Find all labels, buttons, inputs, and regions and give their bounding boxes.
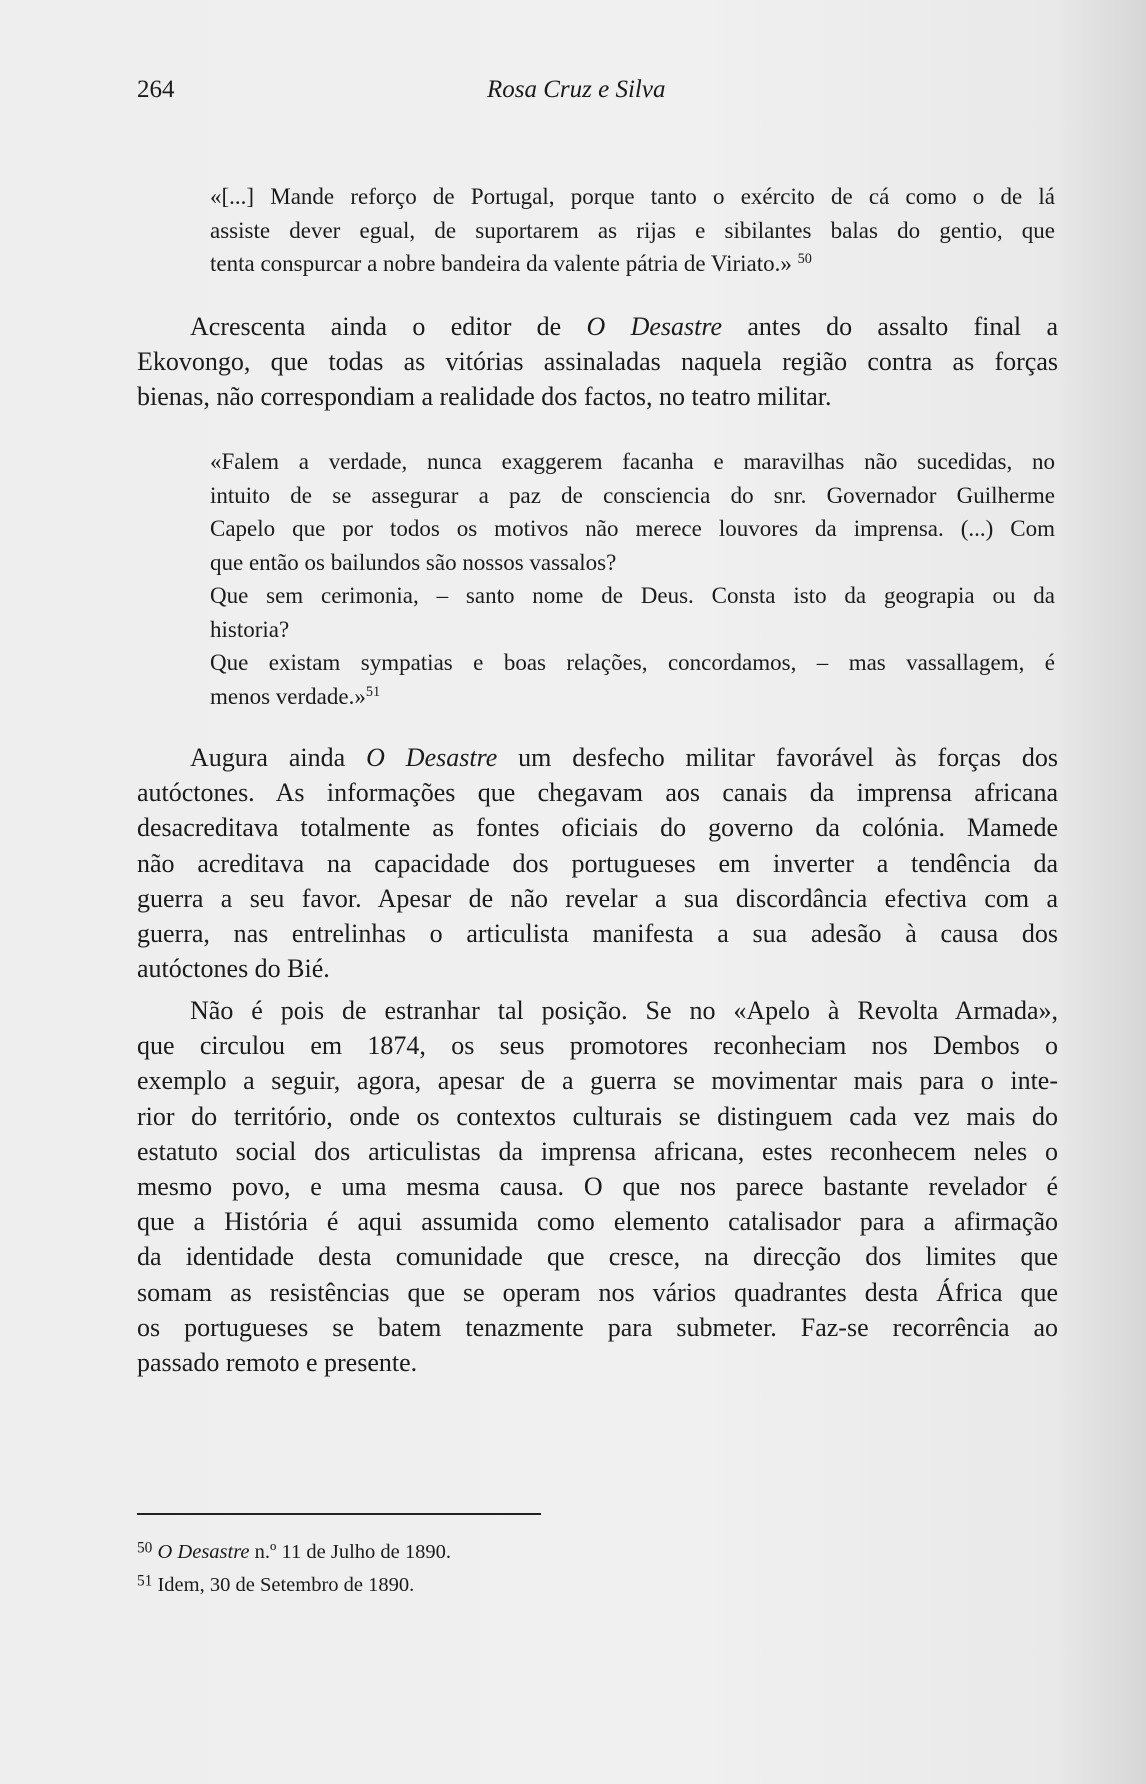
- text-run: que a História é aqui assumida como elemento catalisador para a afirmação: [137, 1207, 1058, 1237]
- block-quote: [210, 445, 1055, 713]
- text-line: [137, 379, 1058, 414]
- text-line: [137, 740, 1058, 775]
- text-line: [137, 846, 1058, 881]
- footnote-rule: [137, 1513, 541, 1515]
- paragraph: [137, 740, 1058, 986]
- footnote-ref: 51: [365, 683, 381, 700]
- block-quote: [210, 180, 1055, 281]
- text-line: [137, 1063, 1058, 1098]
- footnote-text: Idem, 30 de Setembro de 1890.: [152, 1574, 415, 1596]
- text-run: historia?: [210, 616, 290, 642]
- text-line: [210, 512, 1055, 546]
- text-run: rior do território, onde os contextos culturais se distinguem cada vez mais do: [137, 1101, 1058, 1131]
- text-line: [137, 1204, 1058, 1239]
- footnote-ref: 50: [797, 251, 812, 268]
- text-run: Augura ainda: [190, 743, 367, 772]
- text-run: Que existam sympatias e boas relações, concordamos, – mas vassallagem, é: [210, 650, 1055, 675]
- page-number: 264: [137, 76, 175, 103]
- text-run: Que sem cerimonia, – santo nome de Deus. Consta isto da geograpia ou da: [210, 583, 1055, 608]
- footnote-50: [137, 1541, 451, 1564]
- text-line: [137, 993, 1058, 1028]
- footnote-title: O Desastre: [157, 1541, 250, 1563]
- text-line: [137, 1275, 1058, 1310]
- text-run: guerra a seu favor. Apesar de não revelar a sua discordância efectiva com a: [137, 883, 1058, 913]
- text-line: [210, 579, 1055, 613]
- paragraph: [137, 993, 1058, 1380]
- text-run: guerra, nas entrelinhas o articulista manifesta a sua adesão à causa dos: [137, 918, 1058, 948]
- text-line: [210, 214, 1055, 248]
- text-run: Não é pois de estranhar tal posição. Se no «Apelo à Revolta Armada»,: [190, 996, 1058, 1025]
- text-line: [210, 445, 1055, 479]
- text-line: [137, 951, 1058, 986]
- text-run: que circulou em 1874, os seus promotores reconheciam nos Dembos o: [137, 1031, 1058, 1061]
- text-line: [137, 1134, 1058, 1169]
- running-header-author: Rosa Cruz e Silva: [487, 76, 666, 103]
- footnote-text: n.º 11 de Julho de 1890.: [249, 1541, 452, 1563]
- text-run: «Falem a verdade, nunca exaggerem facanha e maravilhas não sucedidas, no: [210, 449, 1055, 474]
- footnote-number: 50: [137, 1539, 153, 1557]
- text-line: [137, 1239, 1058, 1274]
- text-run: Capelo que por todos os motivos não merece louvores da imprensa. (...) Com: [210, 516, 1055, 541]
- text-line: [137, 810, 1058, 845]
- text-run: autóctones. As informações que chegavam aos canais da imprensa africana: [137, 778, 1058, 808]
- text-line: [137, 309, 1058, 344]
- text-run: da identidade desta comunidade que cresce, na direcção dos limites que: [137, 1242, 1058, 1272]
- text-line: [210, 613, 1055, 647]
- text-line: [210, 680, 1055, 714]
- text-run: tenta conspurcar a nobre bandeira da valente pátria de Viriato.»: [210, 251, 798, 276]
- footnote-number: 51: [137, 1572, 153, 1590]
- text-run: um desfecho militar favorável às forças dos: [497, 743, 1059, 772]
- text-run: assiste dever egual, de suportarem as rijas e sibilantes balas do gentio, que: [210, 217, 1055, 243]
- text-run: estatuto social dos articulistas da imprensa africana, estes reconhecem neles o: [137, 1136, 1058, 1166]
- text-line: [210, 646, 1055, 680]
- text-line: [137, 1099, 1058, 1134]
- text-line: [137, 881, 1058, 916]
- text-run: Ekovongo, que todas as vitórias assinaladas naquela região contra as forças: [137, 347, 1058, 377]
- text-line: [210, 247, 1055, 281]
- text-run: antes do assalto final a: [722, 312, 1058, 341]
- text-run: desacreditava totalmente as fontes oficiais do governo da colónia. Mamede: [137, 813, 1058, 843]
- text-line: [210, 546, 1055, 580]
- text-run: somam as resistências que se operam nos vários quadrantes desta África que: [137, 1277, 1058, 1307]
- text-line: [137, 344, 1058, 379]
- text-run: exemplo a seguir, agora, apesar de a guerra se movimentar mais para o inte-: [137, 1066, 1058, 1096]
- text-run: não acreditava na capacidade dos portugueses em inverter a tendência da: [137, 848, 1058, 878]
- text-line: [210, 479, 1055, 513]
- text-line: [137, 1345, 1058, 1380]
- text-run: «[...] Mande reforço de Portugal, porque tanto o exército de cá como o de lá: [210, 184, 1055, 209]
- text-line: [137, 1169, 1058, 1204]
- footnote-51: [137, 1574, 414, 1597]
- text-run: passado remoto e presente.: [137, 1347, 418, 1377]
- text-line: [137, 916, 1058, 951]
- text-run: menos verdade.»: [210, 683, 366, 709]
- text-line: [137, 1310, 1058, 1345]
- text-run: autóctones do Bié.: [137, 954, 330, 984]
- text-run: os portugueses se batem tenazmente para submeter. Faz-se recorrência ao: [137, 1312, 1058, 1342]
- italic-title: O Desastre: [586, 312, 723, 341]
- text-line: [137, 1028, 1058, 1063]
- text-run: bienas, não correspondiam a realidade dos factos, no teatro militar.: [137, 382, 832, 412]
- italic-title: O Desastre: [366, 743, 498, 772]
- text-run: Acrescenta ainda o editor de: [190, 312, 587, 341]
- paragraph: [137, 309, 1058, 415]
- text-line: [137, 775, 1058, 810]
- text-run: mesmo povo, e uma mesma causa. O que nos parece bastante revelador é: [137, 1171, 1058, 1201]
- text-line: [210, 180, 1055, 214]
- text-run: que então os bailundos são nossos vassalos?: [210, 549, 617, 575]
- text-run: intuito de se assegurar a paz de consciencia do snr. Governador Guilherme: [210, 482, 1055, 508]
